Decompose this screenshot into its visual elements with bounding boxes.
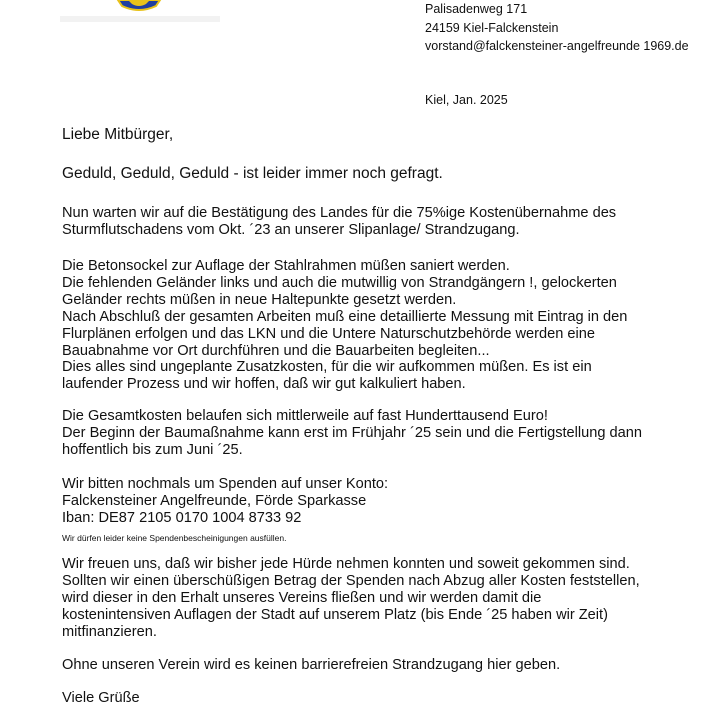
paragraph-surplus xyxy=(62,556,702,641)
text-line: Dies alles sind ungeplante Zusatzkosten, für die wir aufkommen müßen. Es ist ein xyxy=(62,359,592,376)
text-line: Die Gesamtkosten belaufen sich mittlerweile auf fast Hunderttausend Euro! xyxy=(62,408,548,424)
sender-street: Palisadenweg 171 xyxy=(425,2,528,16)
sender-city: 24159 Kiel-Falckenstein xyxy=(425,20,559,35)
receipt-note: Wir dürfen leider keine Spendenbescheinigungen ausfüllen. xyxy=(62,533,287,543)
sender-address xyxy=(425,0,689,56)
salutation: Liebe Mitbürger, xyxy=(62,126,174,143)
text-line: Nach Abschluß der gesamten Arbeiten muß eine detaillierte Messung mit Eintrag in den xyxy=(62,308,628,325)
text-line: Sollten wir einen überschüßigen Betrag der Spenden nach Abzug aller Kosten feststellen, xyxy=(62,572,640,589)
text-line: kostenintensiven Auflagen der Stadt auf unserem Platz (bis Ende ´25 haben wir Zeit) xyxy=(62,606,608,623)
text-line: wird dieser in den Erhalt unseres Vereins fließen und wir werden damit die xyxy=(62,589,542,606)
text-line: Nun warten wir auf die Bestätigung des Landes für die 75%ige Kostenübernahme des xyxy=(62,205,617,221)
paragraph-funding xyxy=(62,205,702,239)
text-line: Wir bitten nochmals um Spenden auf unser Konto: xyxy=(62,476,389,492)
club-logo xyxy=(60,0,220,22)
iban-line: Iban: DE87 2105 0170 1004 8733 92 xyxy=(62,509,302,526)
text-line: Die Betonsockel zur Auflage der Stahlrahmen müßen saniert werden. xyxy=(62,258,510,274)
paragraph-donation-account xyxy=(62,476,702,527)
sender-email: vorstand@falckensteiner-angelfreunde 1969.de xyxy=(425,39,689,53)
text-line: Die fehlenden Geländer links und auch die mutwillig von Strandgängern !, gelockerten xyxy=(62,274,617,291)
text-line: Flurplänen erfolgen und das LKN und die Untere Naturschutzbehörde werden eine xyxy=(62,325,596,342)
text-line: Sturmflutschadens vom Okt. ´23 an unserer Slipanlage/ Strandzugang. xyxy=(62,221,520,238)
text-line: Geländer rechts müßen in neue Haltepunkte gesetzt werden. xyxy=(62,291,457,308)
text-line: Der Beginn der Baumaßnahme kann erst im Frühjahr ´25 sein und die Fertigstellung dann xyxy=(62,424,643,441)
paragraph-conclusion: Ohne unseren Verein wird es keinen barrierefreien Strandzugang hier geben. xyxy=(62,657,561,673)
letter-date: Kiel, Jan. 2025 xyxy=(425,93,508,107)
text-line: laufender Prozess und wir hoffen, daß wir gut kalkuliert haben. xyxy=(62,376,466,393)
text-line: mitfinanzieren. xyxy=(62,623,157,640)
text-line: Falckensteiner Angelfreunde, Förde Sparkasse xyxy=(62,492,367,509)
text-line: hoffentlich bis zum Juni ´25. xyxy=(62,441,243,458)
closing-greeting: Viele Grüße xyxy=(62,690,140,706)
paragraph-costs xyxy=(62,408,702,459)
text-line: Bauabnahme vor Ort durchführen und die Bauarbeiten begleiten... xyxy=(62,342,490,359)
paragraph-works xyxy=(62,258,702,393)
headline: Geduld, Geduld, Geduld - ist leider immer noch gefragt. xyxy=(62,165,443,182)
text-line: Wir freuen uns, daß wir bisher jede Hürde nehmen konnten und soweit gekommen sind. xyxy=(62,556,630,572)
